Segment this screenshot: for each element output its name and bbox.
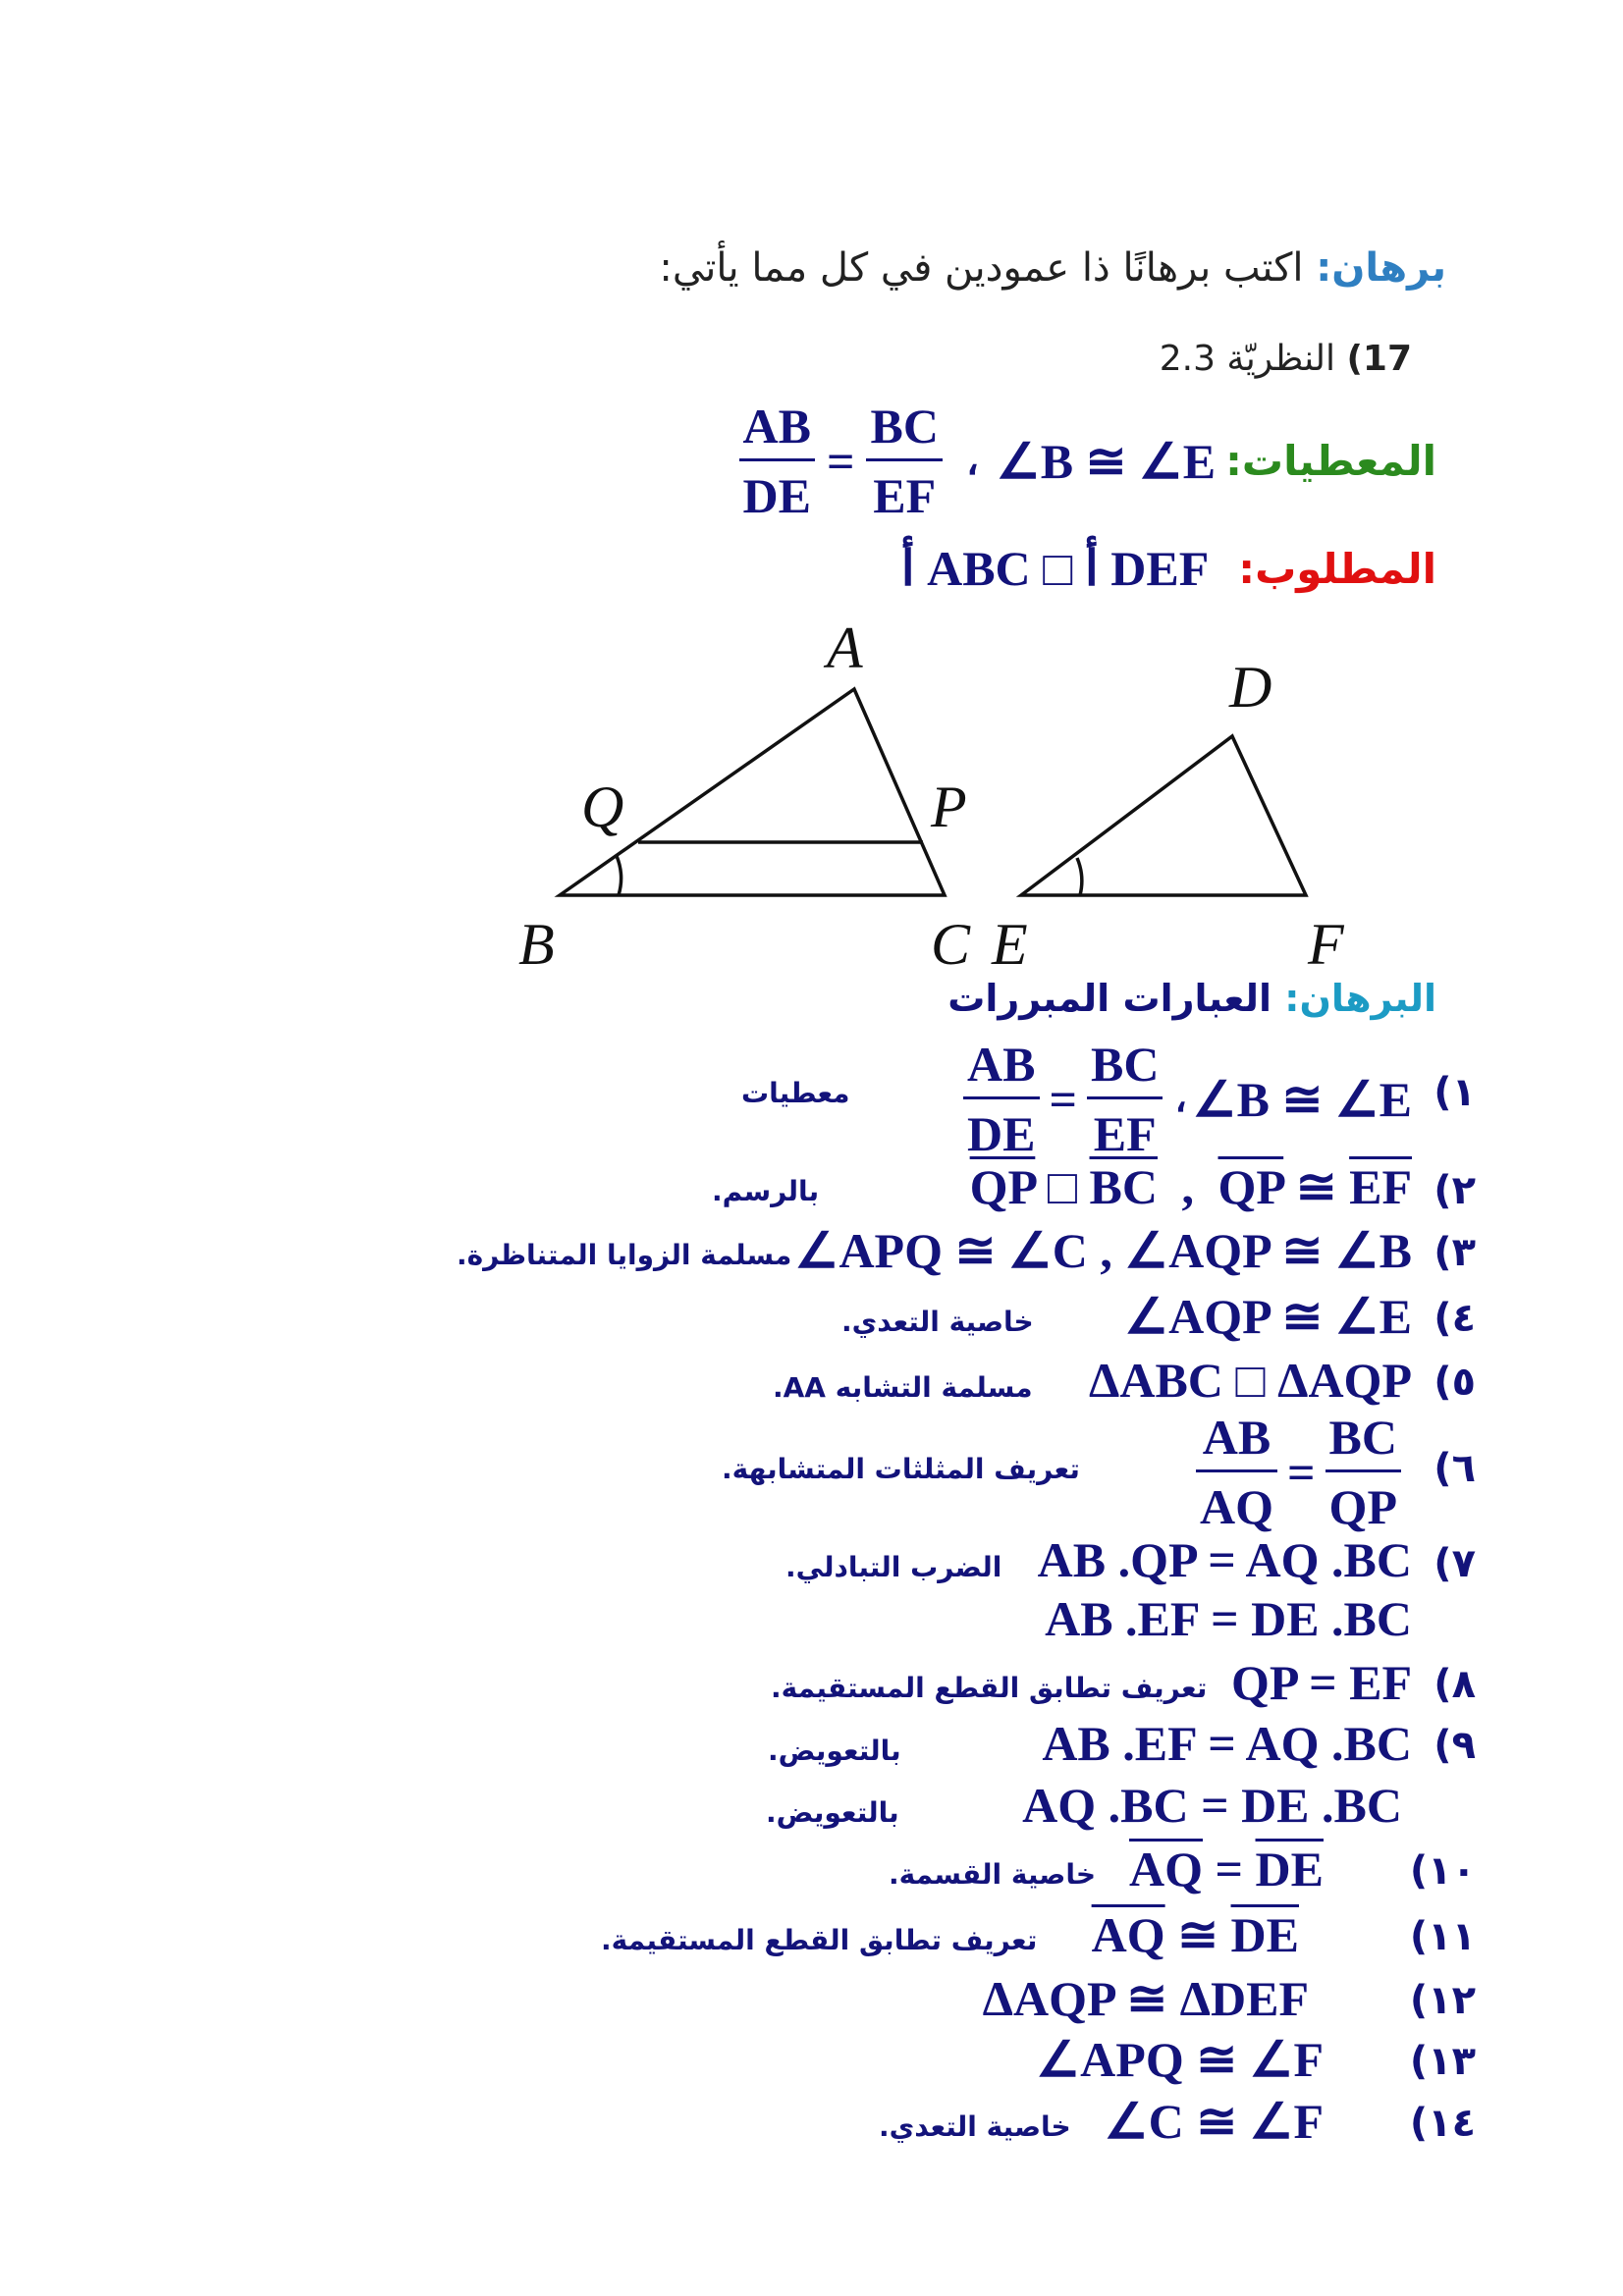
proof-label: البرهان: [1284,977,1436,1020]
given-frac2-num: BC [866,398,942,461]
row-number: ٧) [1434,1541,1476,1586]
row1-separator: ، [1174,1079,1187,1120]
row10-equals: = [1215,1842,1244,1896]
row1-angles: ∠B ≅ ∠E [1192,1071,1412,1127]
row2-relation: □ [1047,1159,1078,1214]
angle-e-arc [1077,858,1082,895]
row-number: ١٣) [1409,2039,1476,2084]
row-reason: معطيات [741,1077,850,1109]
row-statement: ∠AQP ≅ ∠E [1124,1289,1412,1344]
row-number: ١) [1434,1070,1476,1115]
row2-qp2: $\overline{QP}$ [1217,1159,1284,1214]
label-d: D [1229,655,1272,720]
row-number: ٥) [1434,1360,1476,1405]
row-number: ١٢) [1409,1978,1476,2023]
prove-row [901,540,1436,597]
triangle-def [1021,736,1306,895]
proof-row-6-statement [1190,1409,1407,1535]
row6-frac2-den: QP [1328,1479,1397,1534]
given-frac1-den: DE [742,468,811,523]
row-reason: بالتعويض. [768,1735,901,1767]
row6-frac1-num: AB [1196,1409,1277,1472]
row2-bc: $\overline{BC}$ [1089,1159,1158,1214]
row1-frac2-num: BC [1087,1036,1163,1099]
label-e: E [992,912,1028,977]
given-fraction-1 [739,398,815,524]
row1-frac1-den: DE [967,1106,1036,1161]
angle-b-arc [617,856,622,895]
proof-row-11-statement [1092,1906,1299,1963]
row-reason: خاصية التعدي. [879,2110,1071,2143]
row6-equals: = [1287,1444,1316,1500]
row1-fraction-2 [1087,1036,1163,1162]
row-reason: خاصية القسمة. [889,1858,1097,1891]
label-b: B [518,912,555,977]
row6-fraction-1 [1196,1409,1277,1535]
row-statement: AB .EF = AQ .BC [1042,1716,1412,1771]
row11-aq: $\overline{AQ}$ [1091,1907,1165,1962]
row-reason: بالرسم. [712,1175,820,1207]
row-reason: خاصية التعدي. [841,1306,1034,1338]
given-label: المعطيات: [1225,437,1436,485]
row-reason: تعريف تطابق القطع المستقيمة. [771,1672,1208,1704]
row-number: ٨) [1434,1662,1476,1707]
row11-de: $\overline{DE}$ [1230,1907,1299,1962]
row-number: ٣) [1434,1230,1476,1275]
row1-frac1-num: AB [963,1036,1039,1099]
row-reason: مسلمة الزوايا المتناظرة. [457,1239,792,1271]
row10-de: $\overline{DE}$ [1255,1842,1324,1896]
row-statement: ∠APQ ≅ ∠F [1036,2032,1324,2087]
given-separator: ، [965,439,979,483]
row-number: ٢) [1434,1168,1476,1213]
proof-columns: العبارات المبررات [947,977,1272,1020]
row11-congruent: ≅ [1177,1907,1219,1962]
row-reason: مسلمة التشابه AA. [773,1371,1033,1404]
label-f: F [1308,912,1344,977]
given-frac1-num: AB [739,398,815,461]
label-a: A [827,615,863,680]
header [659,245,1446,291]
row2-comma: , [1181,1159,1194,1214]
prove-statement: أ ABC □ أ DEF [900,541,1210,596]
row10-aq: $\overline{AQ}$ [1129,1842,1204,1896]
label-c: C [931,912,971,977]
given-frac2-den: EF [873,468,937,523]
row1-equals: = [1049,1071,1078,1127]
prove-label: المطلوب: [1238,544,1436,593]
row2-ef: $\overline{EF}$ [1349,1159,1412,1214]
row-reason-2: بالتعويض. [766,1796,899,1829]
triangles-figure [491,609,1375,991]
row-statement: QP = EF [1230,1655,1412,1710]
row-statement: ΔABC □ ΔAQP [1088,1353,1412,1408]
row-statement: ∠APQ ≅ ∠C , ∠AQP ≅ ∠B [794,1223,1412,1278]
proof-row-2-statement [970,1158,1412,1215]
label-q: Q [581,774,624,839]
row-number: ١٤) [1409,2101,1476,2146]
row6-frac2-num: BC [1325,1409,1401,1472]
row-statement-2: AB .EF = DE .BC [1045,1591,1412,1646]
row-reason: تعريف المثلثات المتشابهة. [722,1453,1080,1485]
proof-heading [947,977,1436,1020]
row-statement-2: AQ .BC = DE .BC [1022,1778,1402,1833]
row6-fraction-2 [1325,1409,1401,1535]
theorem-title: النظريّة 2.3 [1159,339,1335,379]
row-number: ٩) [1434,1723,1476,1768]
problem-title [1160,339,1412,379]
row6-frac1-den: AQ [1200,1479,1274,1534]
header-instruction: اكتب برهانًا ذا عمودين في كل مما يأتي: [659,245,1304,291]
row1-frac2-den: EF [1093,1106,1157,1161]
row-statement: ΔAQP ≅ ΔDEF [982,1971,1309,2026]
given-angles: ∠B ≅ ∠E [996,433,1217,489]
row-number: ٤) [1434,1296,1476,1341]
row2-congruent: ≅ [1295,1159,1337,1214]
row-reason: الضرب التبادلي. [785,1551,1002,1583]
given-equals: = [826,433,855,489]
row-statement: ∠C ≅ ∠F [1104,2094,1324,2149]
row-statement: AB .QP = AQ .BC [1037,1532,1412,1587]
row-number: ٦) [1434,1446,1476,1491]
row-reason: تعريف تطابق القطع المستقيمة. [601,1924,1038,1956]
label-p: P [931,774,967,839]
header-label: برهان: [1316,245,1446,291]
proof-row-10-statement [1129,1841,1324,1897]
proof-row-1-statement [957,1036,1412,1162]
row-number: ١١) [1409,1914,1476,1959]
row-number: ١٠) [1409,1848,1476,1894]
row2-qp: $\overline{QP}$ [969,1159,1036,1214]
given-row [733,398,1436,524]
given-fraction-2 [866,398,942,524]
row1-fraction-1 [963,1036,1039,1162]
problem-number: 17) [1346,339,1412,379]
